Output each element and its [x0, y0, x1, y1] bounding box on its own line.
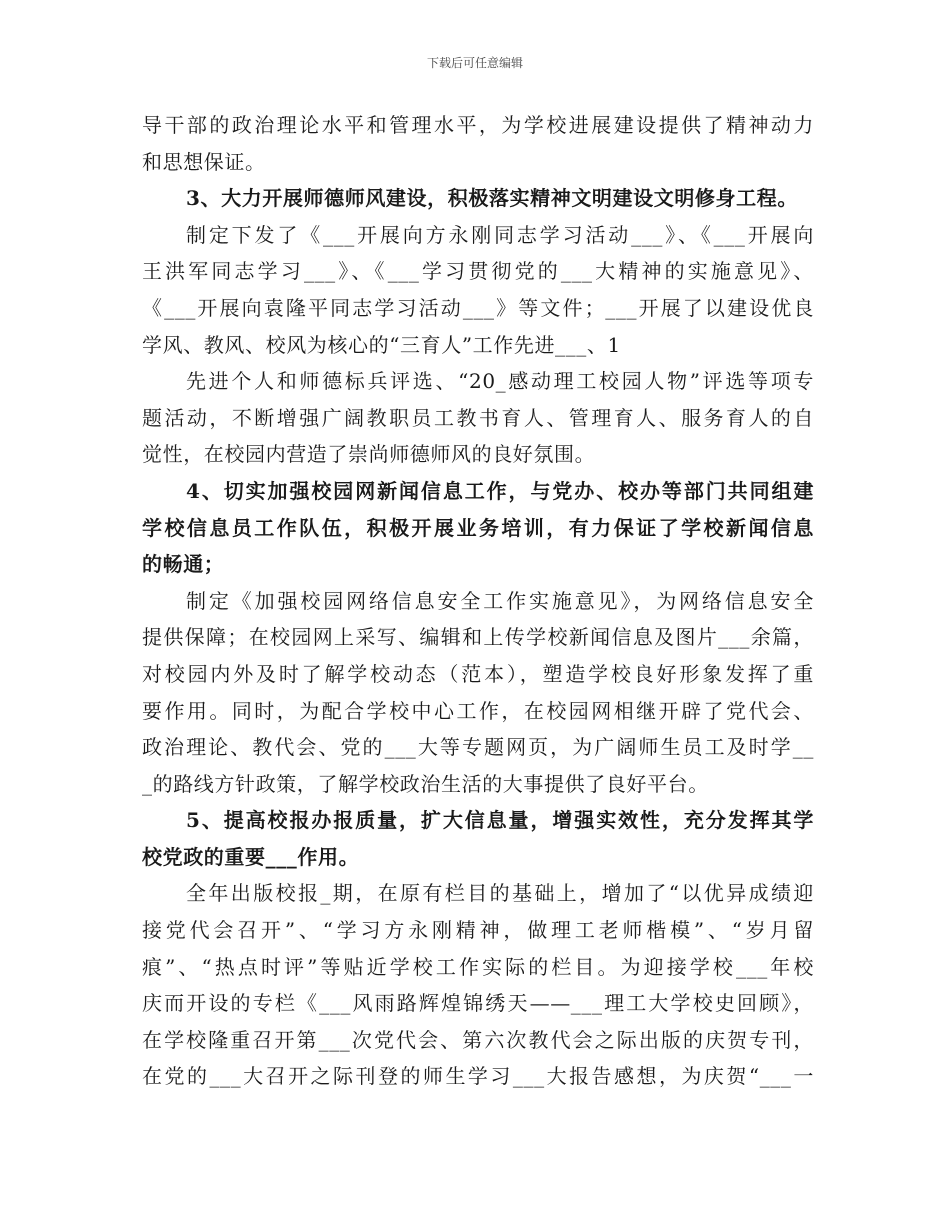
body-text-line: 王洪军同志学习___》、《___学习贯彻党的___大精神的实施意见》、 — [142, 259, 814, 284]
body-text-line: 《___开展向袁隆平同志学习活动___》等文件；___开展了以建设优良 — [142, 295, 814, 320]
section-heading-line: 校党政的重要___作用。 — [142, 844, 360, 869]
body-text-line: 制定下发了《___开展向方永刚同志学习活动___》、《___开展向 — [186, 222, 814, 247]
body-text-line: 学风、教风、校风为核心的“三育人”工作先进___、1 — [142, 332, 621, 357]
section-heading-line: 学校信息员工作队伍，积极开展业务培训，有力保证了学校新闻信息 — [142, 515, 814, 540]
body-text-line: 痕”、“热点时评”等贴近学校工作实际的栏目。为迎接学校___年校 — [142, 954, 814, 979]
body-text-line: 提供保障；在校园网上采写、编辑和上传学校新闻信息及图片___余篇， — [142, 625, 814, 650]
body-text-line: 对校园内外及时了解学校动态（范本），塑造学校良好形象发挥了重 — [142, 661, 814, 686]
body-text-line: 全年出版校报_期，在原有栏目的基础上，增加了“以优异成绩迎 — [186, 881, 814, 906]
body-text-line: 题活动，不断增强广阔教职员工教书育人、管理育人、服务育人的自 — [142, 405, 814, 430]
section-heading-line: 4、切实加强校园网新闻信息工作，与党办、校办等部门共同组建 — [186, 478, 814, 503]
body-text-line: 在学校隆重召开第___次党代会、第六次教代会之际出版的庆贺专刊， — [142, 1027, 814, 1052]
document-body — [142, 107, 814, 1095]
body-text-line: 先进个人和师德标兵评选、“20_感动理工校园人物”评选等项专 — [186, 369, 814, 394]
body-text-line: 和思想保证。 — [142, 149, 266, 174]
body-text-line: _的路线方针政策，了解学校政治生活的大事提供了良好平台。 — [142, 771, 709, 796]
body-text-line: 在党的___大召开之际刊登的师生学习___大报告感想，为庆贺“___一 — [142, 1064, 814, 1089]
body-text-line: 接党代会召开”、“学习方永刚精神，做理工老师楷模”、“岁月留 — [142, 918, 814, 943]
body-text-line: 制定《加强校园网络信息安全工作实施意见》，为网络信息安全 — [186, 588, 814, 613]
body-text-line: 要作用。同时，为配合学校中心工作，在校园网相继开辟了党代会、 — [142, 698, 814, 723]
body-text-line: 觉性，在校园内营造了崇尚师德师风的良好氛围。 — [142, 442, 596, 467]
section-heading-line: 3、大力开展师德师风建设，积极落实精神文明建设文明修身工程。 — [186, 186, 798, 211]
section-heading-line: 5、提高校报办报质量，扩大信息量，增强实效性，充分发挥其学 — [186, 808, 814, 833]
body-text-line: 庆而开设的专栏《___风雨路辉煌锦绣天——___理工大学校史回顾》， — [142, 991, 814, 1016]
page-header: 下载后可任意编辑 — [426, 56, 523, 70]
body-text-line: 导干部的政治理论水平和管理水平，为学校进展建设提供了精神动力 — [142, 113, 814, 137]
body-text-line: 政治理论、教代会、党的___大等专题网页，为广阔师生员工及时学__ — [142, 735, 814, 760]
section-heading-line: 的畅通； — [142, 552, 225, 577]
